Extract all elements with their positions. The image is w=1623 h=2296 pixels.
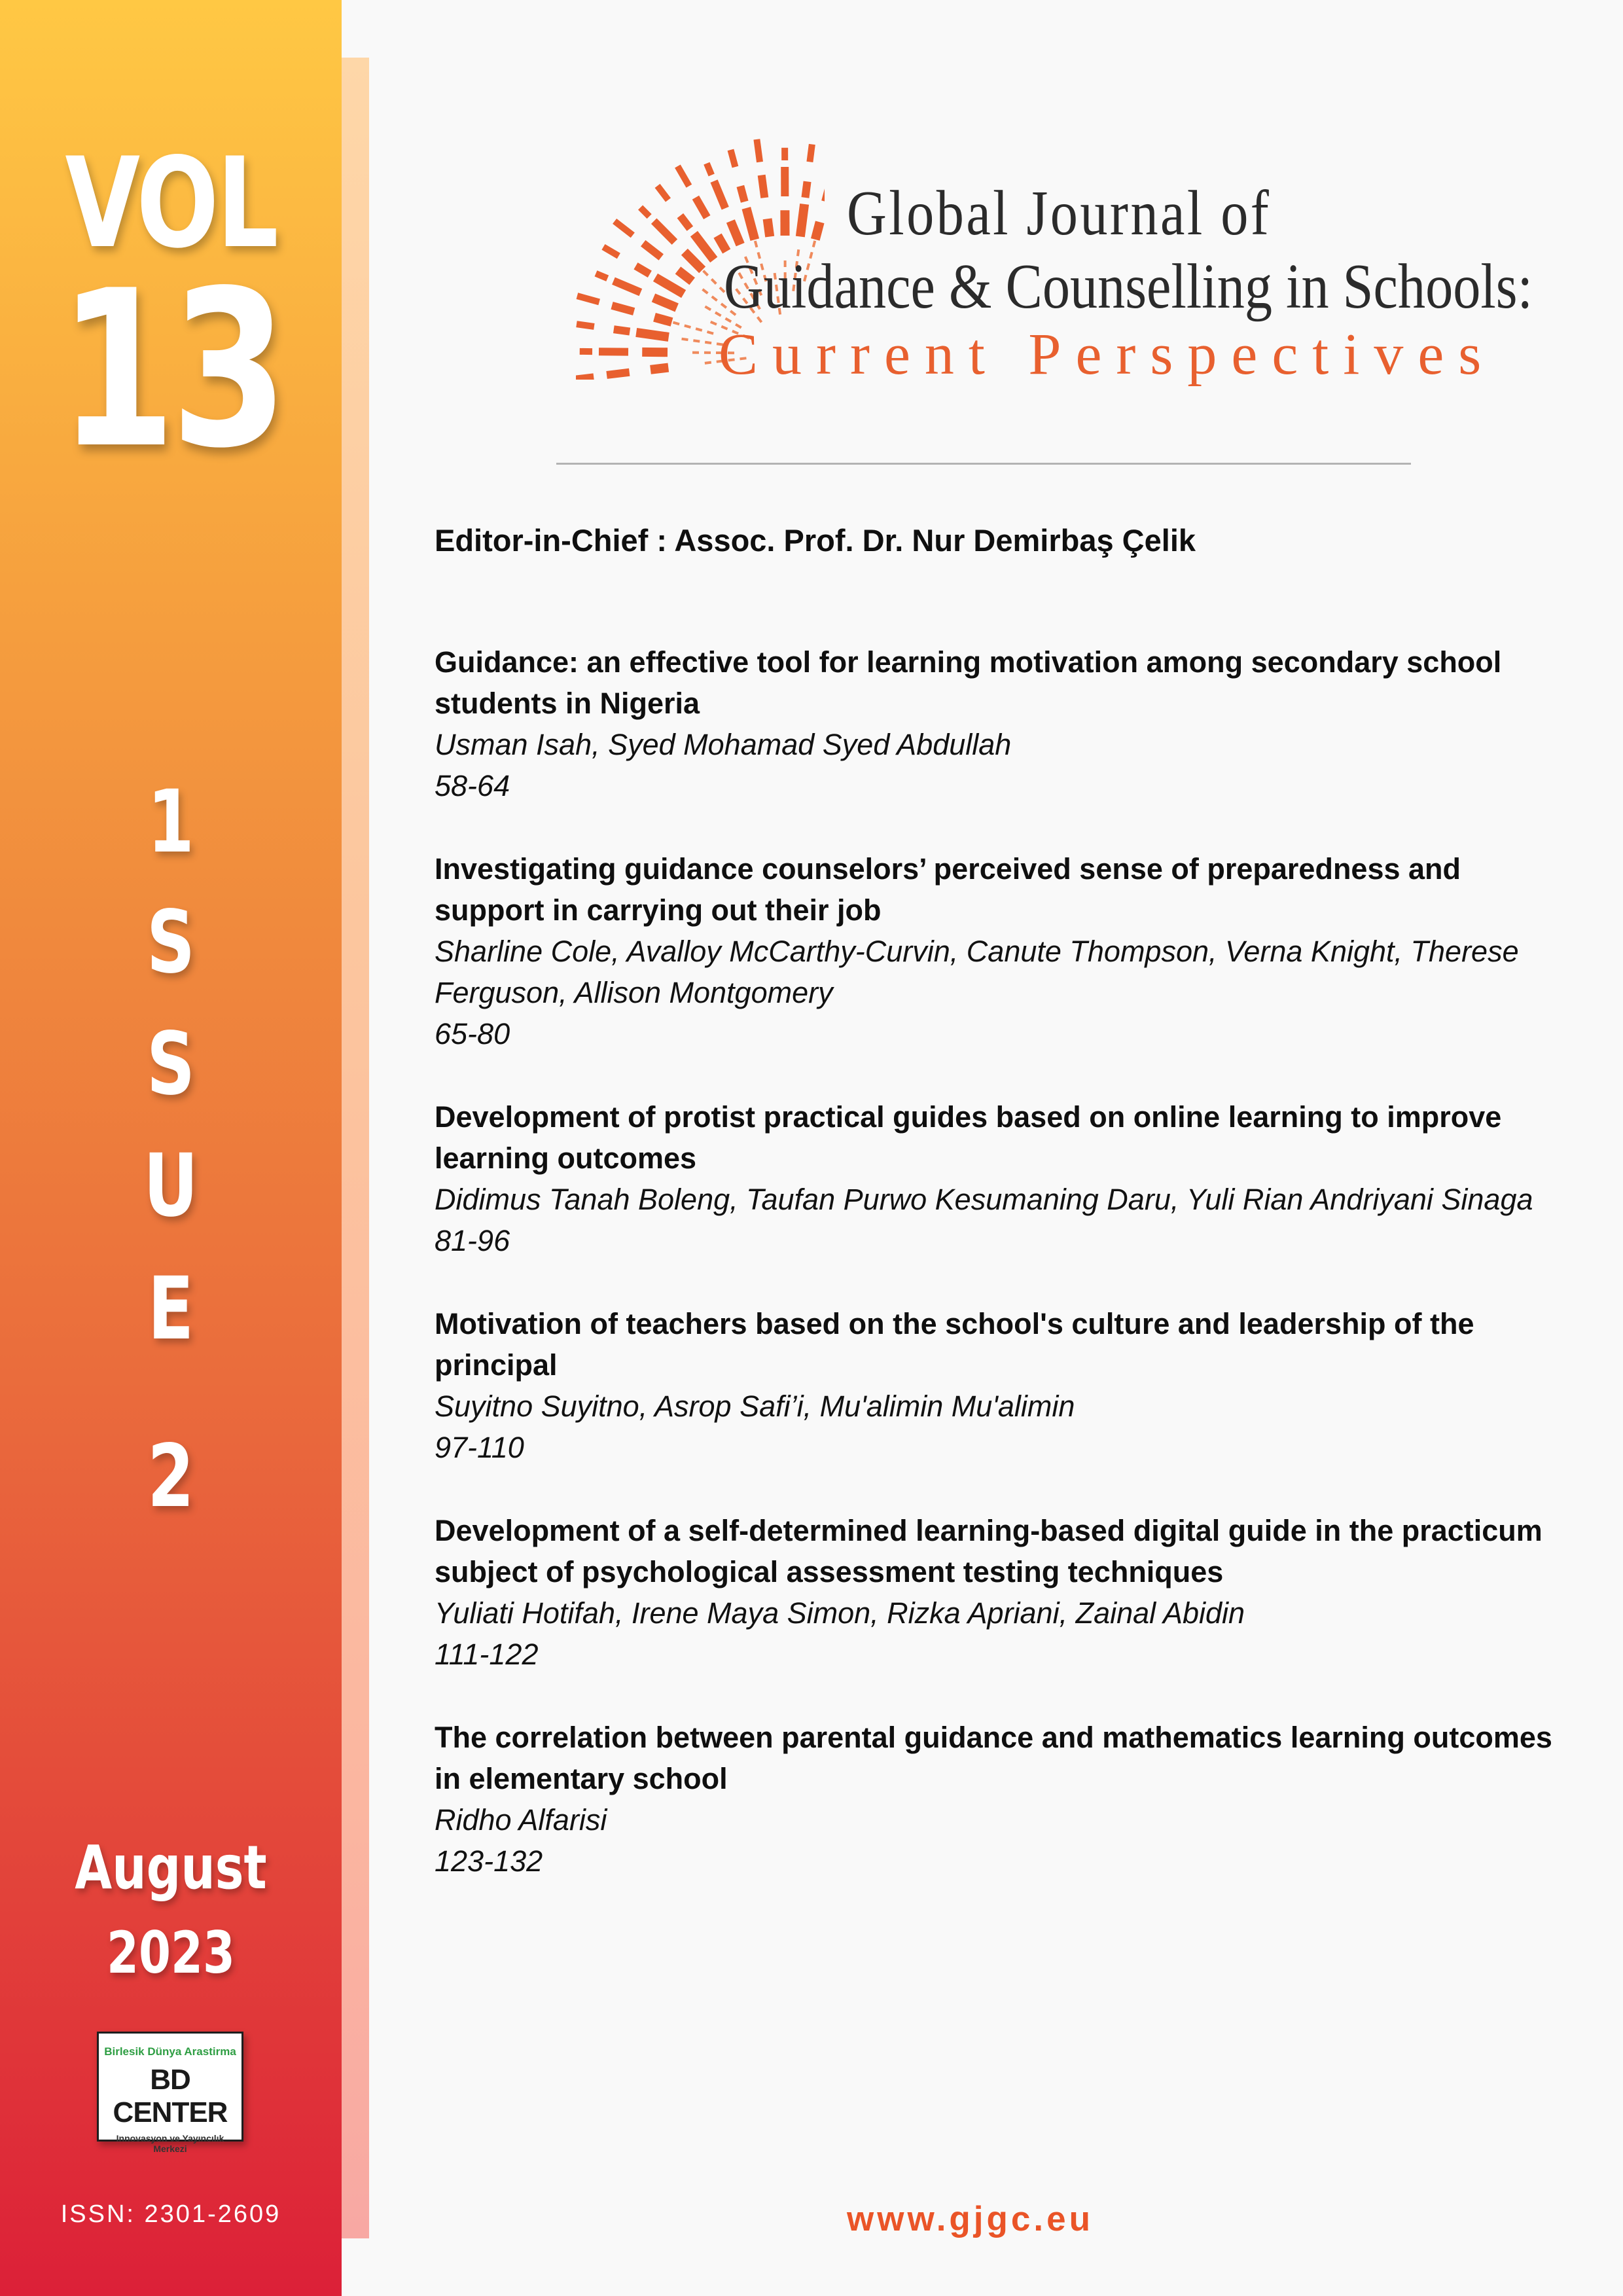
journal-title-line3: Current Perspectives [719, 322, 1496, 387]
issue-letter: S [146, 892, 196, 993]
article-entry [435, 1717, 1560, 1882]
article-title[interactable]: Guidance: an effective tool for learning motivation among secondary school students in Nigeria [435, 645, 1502, 720]
volume-label: VOL [65, 131, 277, 276]
article-authors: Ridho Alfarisi [435, 1803, 607, 1837]
article-authors: Yuliati Hotifah, Irene Maya Simon, Rizka Apriani, Zainal Abidin [435, 1596, 1245, 1630]
article-pages: 81-96 [435, 1224, 510, 1257]
journal-title-line2: Guidance & Counselling in Schools: [724, 251, 1533, 322]
issue-year: 2023 [107, 1919, 235, 1986]
table-of-contents [435, 641, 1560, 1924]
article-authors: Suyitno Suyitno, Asrop Safi’i, Mu'alimin Mu'alimin [435, 1390, 1075, 1423]
article-authors: Usman Isah, Syed Mohamad Syed Abdullah [435, 728, 1012, 761]
article-pages: 58-64 [435, 769, 510, 802]
editor-in-chief: Editor-in-Chief : Assoc. Prof. Dr. Nur Demirbaş Çelik [435, 523, 1196, 558]
volume-number: 13 [58, 244, 283, 495]
article-pages: 65-80 [435, 1017, 510, 1050]
article-title[interactable]: Investigating guidance counselors’ perceived sense of preparedness and support in carrying out their job [435, 852, 1461, 927]
article-entry [435, 1096, 1560, 1261]
article-pages: 97-110 [435, 1431, 524, 1464]
publisher-logo-bottom: Innovasyon ve Yayıncılık Merkezi [116, 2133, 224, 2154]
article-entry [435, 848, 1560, 1054]
issue-letter: 1 [147, 772, 194, 872]
issue-letter: E [147, 1259, 194, 1359]
publisher-logo [97, 2032, 243, 2154]
accent-strip [342, 58, 369, 2238]
issue-number: 2 [147, 1426, 194, 1527]
article-title[interactable]: Development of protist practical guides based on online learning to improve learning outcomes [435, 1100, 1502, 1175]
website-link[interactable]: www.gjgc.eu [847, 2200, 1094, 2238]
issue-letter: S [146, 1014, 196, 1115]
publisher-logo-main: BD CENTER [113, 2064, 228, 2128]
issue-month: August [75, 1833, 267, 1903]
article-pages: 111-122 [435, 1638, 539, 1671]
article-title[interactable]: The correlation between parental guidance and mathematics learning outcomes in elementary school [435, 1721, 1552, 1795]
article-pages: 123-132 [435, 1844, 543, 1878]
article-title[interactable]: Motivation of teachers based on the school's culture and leadership of the principal [435, 1307, 1474, 1382]
issue-letter: U [143, 1136, 198, 1236]
article-entry [435, 1510, 1560, 1675]
article-authors: Didimus Tanah Boleng, Taufan Purwo Kesumaning Daru, Yuli Rian Andriyani Sinaga [435, 1183, 1533, 1216]
journal-title-line1: Global Journal of [847, 178, 1272, 249]
issn: ISSN: 2301-2609 [60, 2200, 281, 2228]
article-entry [435, 641, 1560, 806]
article-authors: Sharline Cole, Avalloy McCarthy-Curvin, Canute Thompson, Verna Knight, Therese Ferguson, Allison Montgomery [435, 935, 1519, 1009]
cover-sidebar [0, 0, 342, 2296]
article-title[interactable]: Development of a self-determined learning-based digital guide in the practicum subject of psychological assessment testing techniques [435, 1514, 1543, 1588]
publisher-logo-top: Birlesik Dünya Arastirma [104, 2045, 236, 2058]
article-entry [435, 1303, 1560, 1468]
header-divider [556, 463, 1411, 465]
